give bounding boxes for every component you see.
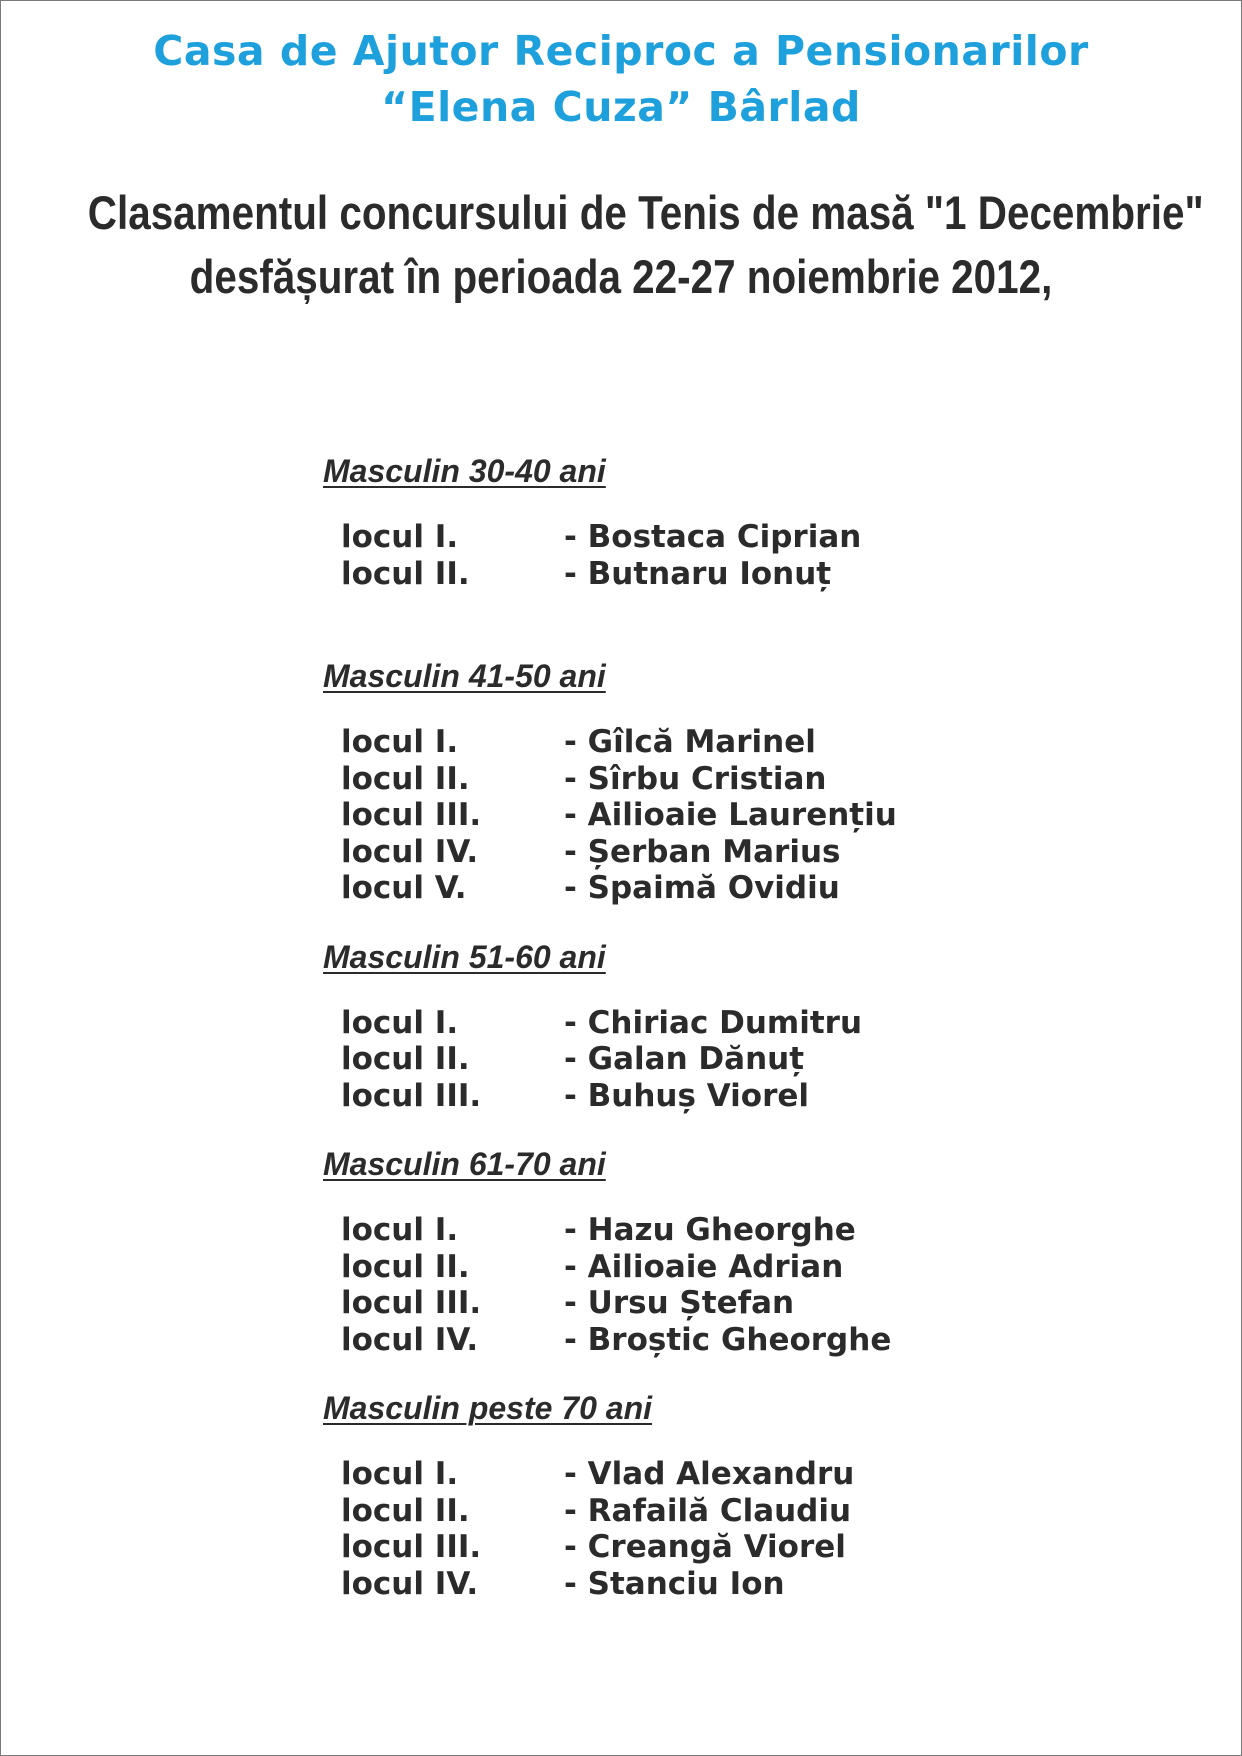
result-row (323, 1493, 1023, 1530)
result-row (323, 761, 1023, 798)
place-label: locul I. (341, 519, 459, 555)
result-row (323, 1078, 1023, 1115)
organization-title (1, 23, 1241, 135)
player-name: - Bostaca Ciprian (564, 519, 862, 555)
result-row (323, 834, 1023, 871)
result-row (323, 1529, 1023, 1566)
title-line-2: desfășurat în perioada 22-27 noiembrie 2012, (189, 250, 1053, 303)
place-label: locul I. (341, 1004, 459, 1041)
result-row (323, 519, 1023, 556)
player-name: - Hazu Gheorghe (564, 1212, 856, 1248)
place-label: locul II. (341, 1492, 470, 1529)
place-label: locul I. (341, 1212, 459, 1248)
result-row (323, 1456, 1023, 1493)
result-row (323, 1285, 1023, 1322)
category-masculin-41-50 (323, 654, 1023, 907)
place-label: locul II. (341, 1041, 470, 1077)
place-label: locul IV. (341, 833, 479, 870)
category-heading: Masculin 61-70 ani (323, 1146, 606, 1182)
player-name: - Ailioaie Laurențiu (564, 797, 897, 833)
result-row (323, 1212, 1023, 1249)
place-label: locul II. (341, 760, 470, 797)
category-masculin-30-40 (323, 449, 1023, 592)
player-name: - Creangă Viorel (564, 1529, 846, 1565)
player-name: - Gîlcă Marinel (564, 724, 816, 760)
place-label: locul II. (341, 1248, 470, 1285)
player-name: - Butnaru Ionuț (564, 555, 832, 592)
category-heading: Masculin 30-40 ani (323, 453, 606, 489)
result-row (323, 870, 1023, 907)
result-row (323, 1249, 1023, 1286)
player-name: - Broștic Gheorghe (564, 1321, 892, 1358)
category-heading: Masculin 41-50 ani (323, 658, 606, 694)
organization-subtitle: “Elena Cuza” Bârlad (381, 83, 861, 131)
place-label: locul IV. (341, 1321, 479, 1358)
place-label: locul IV. (341, 1565, 479, 1602)
player-name: - Șerban Marius (564, 833, 841, 870)
page-title (87, 181, 1204, 309)
result-row (323, 724, 1023, 761)
place-label: locul II. (341, 555, 470, 592)
player-name: - Ailioaie Adrian (564, 1248, 844, 1285)
place-label: locul III. (341, 1285, 482, 1321)
result-row (323, 1566, 1023, 1603)
category-masculin-peste-70 (323, 1386, 1023, 1602)
player-name: - Vlad Alexandru (564, 1456, 855, 1492)
category-masculin-51-60 (323, 935, 1023, 1115)
player-name: - Sîrbu Cristian (564, 760, 827, 797)
player-name: - Stanciu Ion (564, 1565, 785, 1602)
result-row (323, 1005, 1023, 1042)
player-name: - Rafailă Claudiu (564, 1492, 852, 1529)
title-line-1: Clasamentul concursului de Tenis de masă "1 Decembrie" (87, 186, 1204, 239)
player-name: - Ursu Ștefan (564, 1285, 795, 1321)
place-label: locul I. (341, 724, 459, 760)
player-name: - Buhuș Viorel (564, 1077, 810, 1114)
category-masculin-61-70 (323, 1142, 1023, 1358)
player-name: - Spaimă Ovidiu (564, 870, 840, 906)
organization-name: Casa de Ajutor Reciproc a Pensionarilor (153, 27, 1089, 75)
result-row (323, 1041, 1023, 1078)
result-row (323, 556, 1023, 593)
place-label: locul I. (341, 1456, 459, 1492)
place-label: locul III. (341, 1529, 482, 1565)
category-heading: Masculin peste 70 ani (323, 1390, 653, 1426)
result-row (323, 1322, 1023, 1359)
place-label: locul V. (341, 870, 467, 906)
place-label: locul III. (341, 1077, 482, 1114)
results-list (323, 449, 1023, 1630)
player-name: - Chiriac Dumitru (564, 1004, 863, 1041)
result-row (323, 797, 1023, 834)
place-label: locul III. (341, 797, 482, 833)
player-name: - Galan Dănuț (564, 1041, 805, 1077)
category-heading: Masculin 51-60 ani (323, 938, 606, 975)
